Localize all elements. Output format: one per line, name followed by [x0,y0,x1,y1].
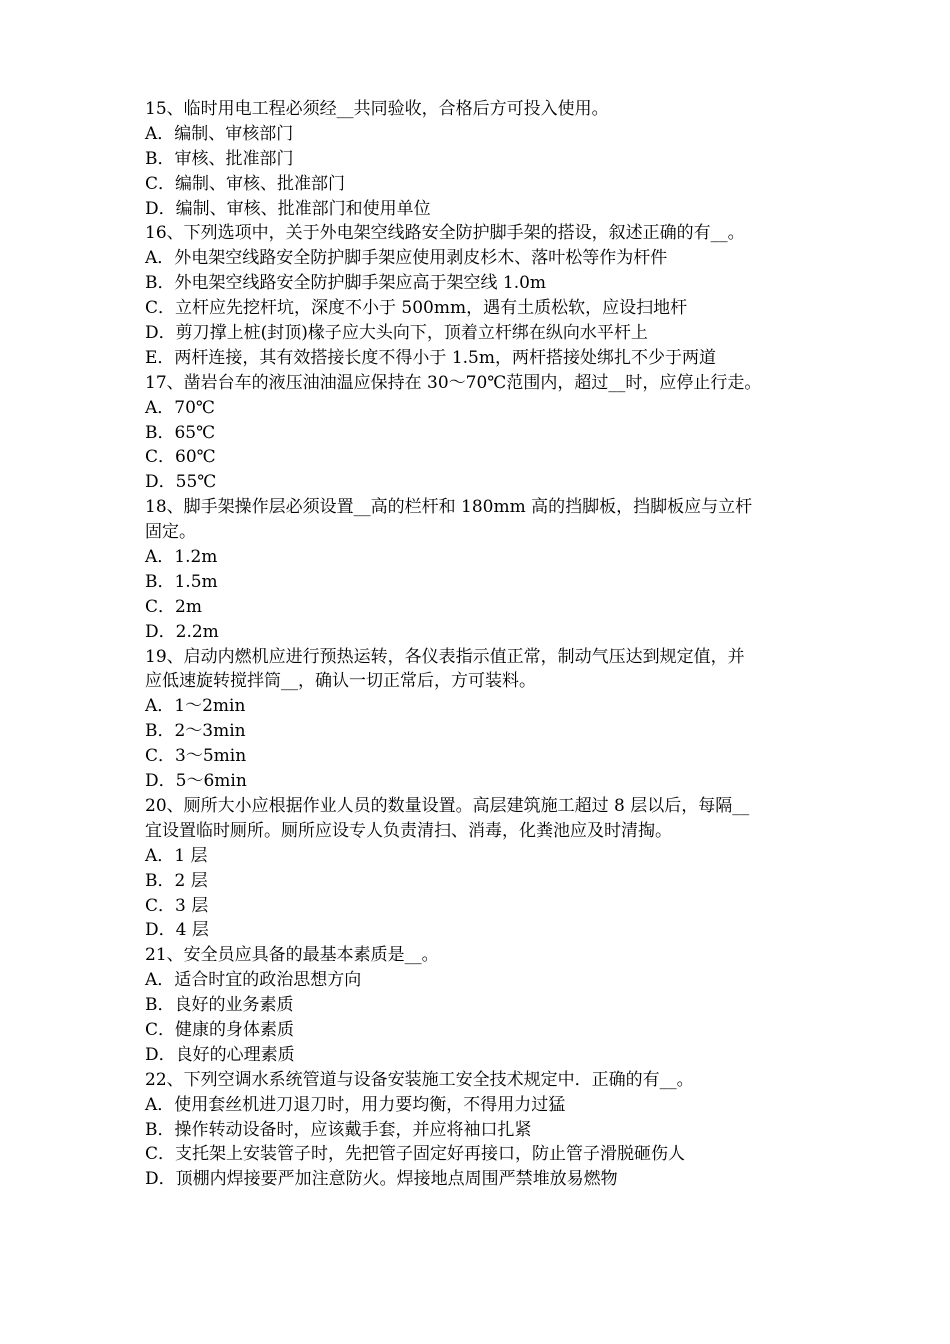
option-15-d: D．编制、审核、批准部门和使用单位 [145,198,431,219]
option-16-e: E．两杆连接，其有效搭接长度不得小于 1.5m，两杆搭接处绑扎不少于两道 [145,347,716,368]
question-22: 22、下列空调水系统管道与设备安装施工安全技术规定中．正确的有__。 [145,1069,694,1090]
question-17: 17、凿岩台车的液压油油温应保持在 30～70℃范围内，超过__时，应停止行走。 [145,372,762,393]
option-22-b: B．操作转动设备时，应该戴手套，并应将袖口扎紧 [145,1119,532,1140]
option-22-c: C．支托架上安装管子时，先把管子固定好再接口，防止管子滑脱砸伤人 [145,1144,686,1165]
option-16-b: B．外电架空线路安全防护脚手架应高于架空线 1.0m [145,273,547,294]
option-18-b: B．1.5m [145,571,218,592]
option-18-c: C．2m [145,596,202,617]
question-18-cont: 固定。 [145,522,196,543]
question-21: 21、安全员应具备的最基本素质是__。 [145,945,439,966]
option-15-a: A．编制、审核部门 [145,123,294,144]
option-15-b: B．审核、批准部门 [145,148,294,169]
option-17-b: B．65℃ [145,422,216,443]
option-16-c: C．立杆应先挖杆坑，深度不小于 500mm，遇有土质松软，应设扫地杆 [145,298,688,319]
option-19-b: B．2～3min [145,721,246,742]
option-22-d: D．顶棚内焊接要严加注意防火。焊接地点周围严禁堆放易燃物 [145,1169,618,1190]
option-20-c: C．3 层 [145,895,209,916]
option-17-c: C．60℃ [145,447,216,468]
option-18-d: D．2.2m [145,621,219,642]
option-15-c: C．编制、审核、批准部门 [145,173,346,194]
option-19-d: D．5～6min [145,771,247,792]
option-18-a: A．1.2m [145,547,218,568]
question-15: 15、临时用电工程必须经__共同验收，合格后方可投入使用。 [145,99,609,119]
option-20-b: B．2 层 [145,870,208,891]
document-body [145,97,825,1192]
question-19-cont: 应低速旋转搅拌筒__，确认一切正常后，方可装料。 [145,671,536,692]
option-20-a: A．1 层 [145,845,208,866]
option-20-d: D．4 层 [145,920,209,941]
question-20: 20、厕所大小应根据作业人员的数量设置。高层建筑施工超过 8 层以后，每隔__ [145,795,750,816]
question-18: 18、脚手架操作层必须设置__高的栏杆和 180mm 高的挡脚板，挡脚板应与立杆 [145,497,753,518]
question-16: 16、下列选项中，关于外电架空线路安全防护脚手架的搭设，叙述正确的有__。 [145,223,745,244]
option-21-a: A．适合时宜的政治思想方向 [145,970,362,991]
option-19-c: C．3～5min [145,746,247,767]
option-16-a: A．外电架空线路安全防护脚手架应使用剥皮杉木、落叶松等作为杆件 [145,248,668,269]
option-22-a: A．使用套丝机进刀退刀时，用力要均衡，不得用力过猛 [145,1094,566,1115]
option-16-d: D．剪刀撑上桩(封顶)椽子应大头向下，顶着立杆绑在纵向水平杆上 [145,323,648,344]
option-21-b: B．良好的业务素质 [145,995,294,1016]
option-21-c: C．健康的身体素质 [145,1019,295,1040]
question-20-cont: 宜设置临时厕所。厕所应设专人负责清扫、消毒，化粪池应及时清掏。 [145,820,672,841]
option-21-d: D．良好的心理素质 [145,1044,295,1065]
option-17-a: A．70℃ [145,397,215,418]
option-19-a: A．1～2min [145,696,246,717]
option-17-d: D．55℃ [145,472,217,493]
question-19: 19、启动内燃机应进行预热运转，各仪表指示值正常，制动气压达到规定值，并 [145,646,745,667]
